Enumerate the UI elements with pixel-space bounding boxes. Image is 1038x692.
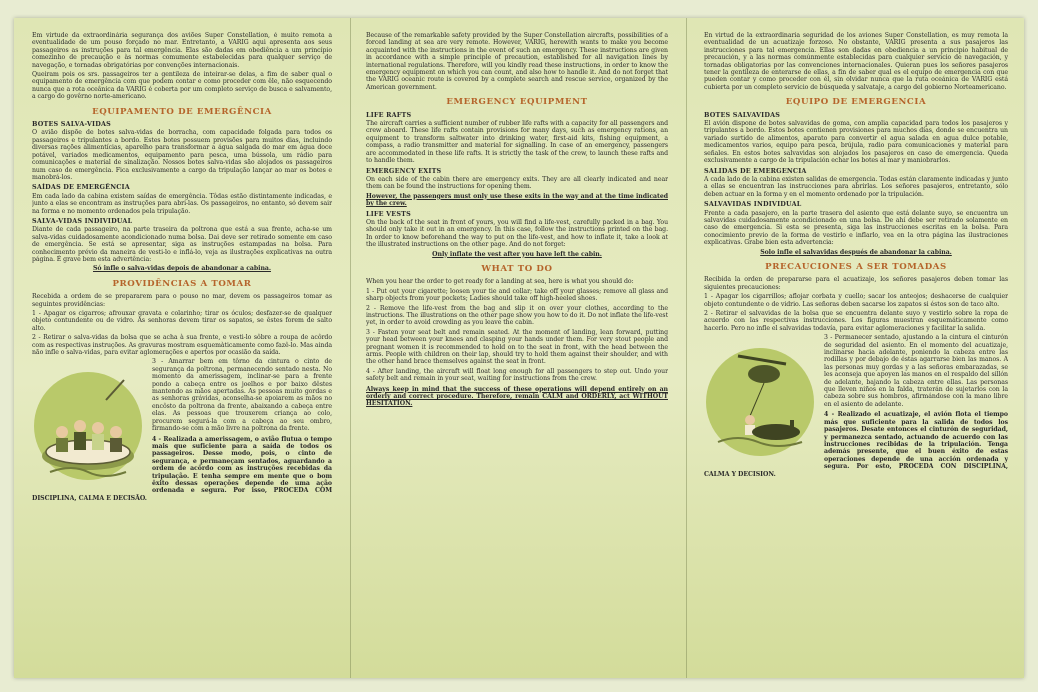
- body-paragraph: Recibida la orden de prepararse para el acuatizaje, los señores pasajeros deben tomar las siguientes precauciones:: [704, 276, 1008, 291]
- body-paragraph: Frente a cada pasajero, en la parte trasera del asiento que está delante suyo, se encuentra un salvavidas cuidadosamente acondicionado en una bolsa. De ahí debe ser retirado solamente en caso de emergencia. Si esta se presenta, siga las instrucciones escritas en la bolsa. Para conocimiento previo de la forma de vestirlo e inflarlo, vea en la otra página las ilustraciones explicativas. Grabe bien esta advertencia:: [704, 209, 1008, 247]
- subsection-heading: SALIDAS DE EMERGENCIA: [704, 166, 807, 175]
- warning-line: Só infle o salva-vidas depois de abandonar a cabina.: [93, 265, 271, 273]
- final-advice: Always keep in mind that the success of these operations will depend entirely on an orderly and correct procedure. Therefore, remain CALM and ORDERLY, act WITHOUT HESITATION.: [366, 385, 668, 408]
- intro-paragraph: Because of the remarkable safety provided by the Super Constellation aircrafts, possibilities of a forced landing at sea are very remote. However, VARIG, herewith wants to make you become acquainted with the instructions in the event of such an emergency. These instructions are given in accordance with a simple principle of precaution, established for all navigation lines by international regulations. Therefore, will you kindly read these instructions, in order to know the emergency equipment on which you can count, and also how to handle it. And do not forget that the VARIG oceanic route is covered by a complete search and rescue service, organized by the American government.: [366, 32, 668, 91]
- intro-paragraph: Queiram pois os srs. passageiros ter a gentileza de inteirar-se delas, a fim de saber qual o equipamento de emergência com que podem contar e como proceder com êle, não esquecendo nunca que a rota oceânica da VARIG é coberta por um completo serviço de busca e salvamento, a cargo do govêrno norte-americano.: [32, 71, 332, 101]
- section-heading: EQUIPAMENTO DE EMERGÊNCIA: [92, 106, 272, 117]
- brochure-sheet: [14, 18, 1024, 678]
- rescue-helicopter-illustration: [704, 336, 816, 468]
- spanish-panel: [704, 32, 1008, 670]
- step-item: 4 - After landing, the aircraft will float long enough for all passengers to step out. Undo your safety belt and remain in your seat, waiting for instructions from the crew.: [366, 367, 668, 383]
- section-heading: PRECAUCIONES A SER TOMADAS: [765, 261, 947, 272]
- warning-line: Only inflate the vest after you have left the cabin.: [432, 250, 602, 258]
- subsection-heading: SALVAVIDAS INDIVIDUAL: [704, 200, 802, 209]
- body-paragraph: El avión dispone de botes salvavidas de goma, con amplia capacidad para todos los pasajeros y tripulantes a bordo. Estos botes contienen provisiones para muchos días, donde se encuentra un variado surtido de alimentos, aparato para convertir el agua salada en agua dulce potable, medicamentos varios, equipo para pesca, brújula, radio para comunicaciones y material para señales. En estos botes salvavidas son alojados los pasajeros en caso de emergencia. Queda exclusivamente a cargo de la tripulación echar los botes al mar y maniobrarlos.: [704, 120, 1008, 165]
- section-heading: EMERGENCY EQUIPMENT: [446, 97, 588, 108]
- fold-line-left: [350, 18, 351, 678]
- subsection-heading: BOTES SALVA-VIDAS: [32, 120, 111, 129]
- body-paragraph: A cada lado de la cabina existen salidas de emergencia. Todas están claramente indicadas y junto a ellas se encuentran las instrucciones para abrirlas. Los señores pasajeros, entretanto, sólo deben actuar en la forma y en el momento ordenado por la tripulación.: [704, 175, 1008, 198]
- intro-paragraph: En virtud de la extraordinaria seguridad de los aviones Super Constellation, es muy remota la eventualidad de un acuatizaje forzoso. No obstante, VARIG presenta a sus pasajeros las instrucciones para tal emergencia. Ellas son dadas en obediencia a un principio habitual de precaución, y a las normas comúnmente establecidas para cualquier servicio de navegación, y tornadas obligatorias por las convenciones internacionales. Quieran pues los señores pasajeros tener la gentileza de enterarse de ellas, a fin de saber qual es el equipo de emergencia con que pueden contar y como proceder con él, sin olvidar nunca que la ruta oceánica de VARIG está cubierta por un completo servicio de búsqueda y salvataje, a cargo del gobierno Norteamericano.: [704, 32, 1008, 91]
- subsection-heading: SALVA-VIDAS INDIVIDUAL: [32, 216, 133, 225]
- body-paragraph: The aircraft carries a sufficient number of rubber life rafts with a capacity for all passengers and crew aboard. These life rafts contain provisions for many days, such as emergency rations, an equipment to transform saltwater into drinking water, first-aid kits, fishing equipment, a compass, a radio transmitter and material for signalling. In case of an emergency, passengers are accommodated in these life rafts. It is strictly the task of the crew, to launch these rafts and to handle them.: [366, 120, 668, 165]
- body-paragraph: When you hear the order to get ready for a landing at sea, here is what you should do:: [366, 278, 634, 286]
- subsection-heading: LIFE RAFTS: [366, 110, 412, 119]
- intro-paragraph: Em virtude da extraordinária segurança dos aviões Super Constellation, é muito remota a eventualidade de um pouso forçado no mar. Entretanto, a VARIG aqui apresenta aos seus passageiros as instruções para tal emergência. Elas são dadas em obediência a um princípio comezinho de precaução e às normas comumente estabelecidas para qualquer serviço de navegação, e tornadas obrigatórias por convenções internacionais.: [32, 32, 332, 69]
- warning-line: However, the passengers must only use these exits in the way and at the time indicated by the crew.: [366, 192, 668, 208]
- subsection-heading: LIFE VESTS: [366, 209, 411, 218]
- life-raft-illustration: [32, 360, 144, 492]
- fold-line-right: [686, 18, 687, 678]
- section-heading: WHAT TO DO: [481, 263, 553, 274]
- step-item: 3 - Fasten your seat belt and remain seated. At the moment of landing, lean forward, putting your head between your knees and clasping your hands under them. For very stout people and pregnant women it is recommended to hold on to the seat in front, with the head between the arms. People with children on their lap, should try to hold them against their shoulder, and with the other hand brace themselves against the seat in front.: [366, 328, 668, 366]
- step-item: 2 - Retirar el salvavidas de la bolsa que se encuentra delante suyo y vestirlo sobre la ropa de acuerdo con las respectivas instrucciones. Los figuras muestran esquemáticamente como hacerlo. Pero no infle el salvavidas todavía, para evitar aglomeraciones y facilitar la salida.: [704, 310, 1008, 332]
- subsection-heading: SAÍDAS DE EMERGÊNCIA: [32, 183, 130, 192]
- step-item: 1 - Apagar los cigarrillos; aflojar corbata y cuello; sacar los anteojos; deshacerse de cualquier objeto contundente o de vidrio. Las señoras deben sacarse los zapatos si éstos son de taco alto.: [704, 293, 1008, 308]
- section-heading: EQUIPO DE EMERGENCIA: [785, 97, 927, 108]
- subsection-heading: BOTES SALVAVIDAS: [704, 110, 781, 119]
- step-item: 4 - Realizado el acuatizaje, el avión flota el tiempo más que suficiente para la salida de todos los pasajeros. Desate entonces el cinturón de seguridad, y permanezca sentado, actuando de acuerdo con las instrucciones recibidas de la tripulación. Tenga además presente, que el buen éxito de estas operaciones depende de una acción ordenada y segura. Por esto, PROCEDA CON DISCIPLINA, CALMA Y DECISION.: [704, 411, 1008, 478]
- step-item: 3 - Amarrar bem em tôrno da cintura o cinto de segurança da poltrona, permanecendo sentado nesta. No momento da amerissagem, inclinar-se para a frente pondo a cabeça entre os joelhos e por baixo dêstes mantendo as mãos apertadas. As pessoas muito gordas e as senhoras grávidas, aconselha-se apoiarem as mãos no encôsto da poltrona da frente, abaixando a cabeça entre elas. As pessoas que trouxerem criança ao colo, procurem segurá-la com a cabeça ao seu ombro, firmando-se com a mão livre na poltrona da frente.: [152, 358, 332, 433]
- section-heading: PROVIDÊNCIAS A TOMAR: [112, 278, 252, 289]
- step-item: 2 - Remove the life-vest from the bag and slip it on over your clothes, according to the instructions. The illustrations on the other page show you how to do it. Do not inflate the life-vest yet, in order to avoid crowding as you leave the cabin.: [366, 304, 668, 327]
- english-panel: [366, 32, 668, 670]
- body-paragraph: Diante de cada passageiro, na parte traseira da poltrona que está a sua frente, acha-se um salva-vidas cuidadosamente acondicionado numa bolsa. Dai deve ser retirado somente em caso de emergência. Se está se apresentar, siga as instruções estampadas na bolsa. Para conhecimento prévio da maneira de vesti-lo e inflá-lo, veja as ilustrações explicativas na outra página. É grave bem esta advertência:: [32, 226, 332, 263]
- portuguese-panel: [32, 32, 332, 670]
- body-paragraph: Recebida a ordem de se prepararem para o pouso no mar, devem os passageiros tomar as seguintes providências:: [32, 293, 332, 308]
- step-item: 3 - Permanecer sentado, ajustando a la cintura el cinturón de seguridad del asiento. En el momento del acuatizaje, inclinarse hacia adelante, poniendo la cabeza entre las rodillas y por debajo de éstas agarrarse bien las manos. A las personas muy gordas y a las señoras embarazadas, se les aconseja que apoyen las manos en el respaldo del sillón de adelante, bajando la cabeza entre ellas. Las personas que lleven niños en la falda, traterán de sujetarlos con la cabeza sobre sus hombros, afirmándose con la mano libre en el asiento de adelante.: [824, 334, 1008, 408]
- subsection-heading: EMERGENCY EXITS: [366, 166, 442, 175]
- step-item: 2 - Retirar o salva-vidas da bolsa que se acha à sua frente, e vesti-lo sôbre a roupa de acôrdo com as respectivas instruções. As gravuras mostram esquemàticamente como fazê-lo. Mas ainda não infle o salva-vidas, para evitar aglomerações e apertos por ocasião da saída.: [32, 334, 332, 357]
- warning-line: Solo infle el salvavidas después de abandonar la cabina.: [760, 248, 952, 256]
- step-item: 1 - Put out your cigarette; loosen your tie and collar; take off your glasses; remove all glass and sharp objects from your pockets; Ladies should take off high-heeled shoes.: [366, 287, 668, 303]
- body-paragraph: O avião dispõe de botes salva-vidas de borracha, com capacidade folgada para todos os passageiros e tripulantes a bordo. Estes botes possuem provisões para muitos dias, incluindo diversas rações alimentícias, aparelho para transformar a água salgada do mar em água doce potável, variados medicamentos, equipamento para pesca, uma bússola, um rádio para comunicações e material de sinalização. Nossos botes salva-vidas são alojados os passageiros num caso de emergência. Fica exclusivamente a cargo da tripulação lançar ao mar os botes e manobrá-los.: [32, 129, 332, 181]
- body-paragraph: On each side of the cabin there are emergency exits. They are all clearly indicated and near them can be found the instructions for opening them.: [366, 175, 668, 191]
- body-paragraph: On the back of the seat in front of yours, you will find a life-vest, carefully packed in a bag. You should only take it out in an emergency. In this case, follow the instructions printed on the bag. In order to know beforehand the way to put on the life-vest, and how to inflate it, take a look at the illustrated instructions on the other page. And do not forget:: [366, 218, 668, 249]
- body-paragraph: Em cada lado da cabina existem saídas de emergência. Tôdas estão distintamente indicadas, e junto a elas se encontram as instruções para abri-las. Os passageiros, no entanto, só devem sair na forma e no momento ordenados pela tripulação.: [32, 192, 332, 215]
- step-item: 4 - Realizada a amerissagem, o avião flutua o tempo mais que suficiente para a saída de todos os passageiros. Desse modo, pois, o cinto de segurança, e permaneçam sentados, aguardando a ordem de acôrdo com as instruções recebidas da tripulação. E tenha sempre em mente que o bom êxito dessas operações depende de uma ação ordenada e segura. Por isso, PROCEDA COM DISCIPLINA, CALMA E DECISÃO.: [32, 435, 332, 502]
- step-item: 1 - Apagar os cigarros; afrouxar gravata e colarinho; tirar os óculos; desfazer-se de qualquer objeto contundente ou de vidro. As senhoras devem tirar os sapatos, se êstes forem de salto alto.: [32, 310, 332, 332]
